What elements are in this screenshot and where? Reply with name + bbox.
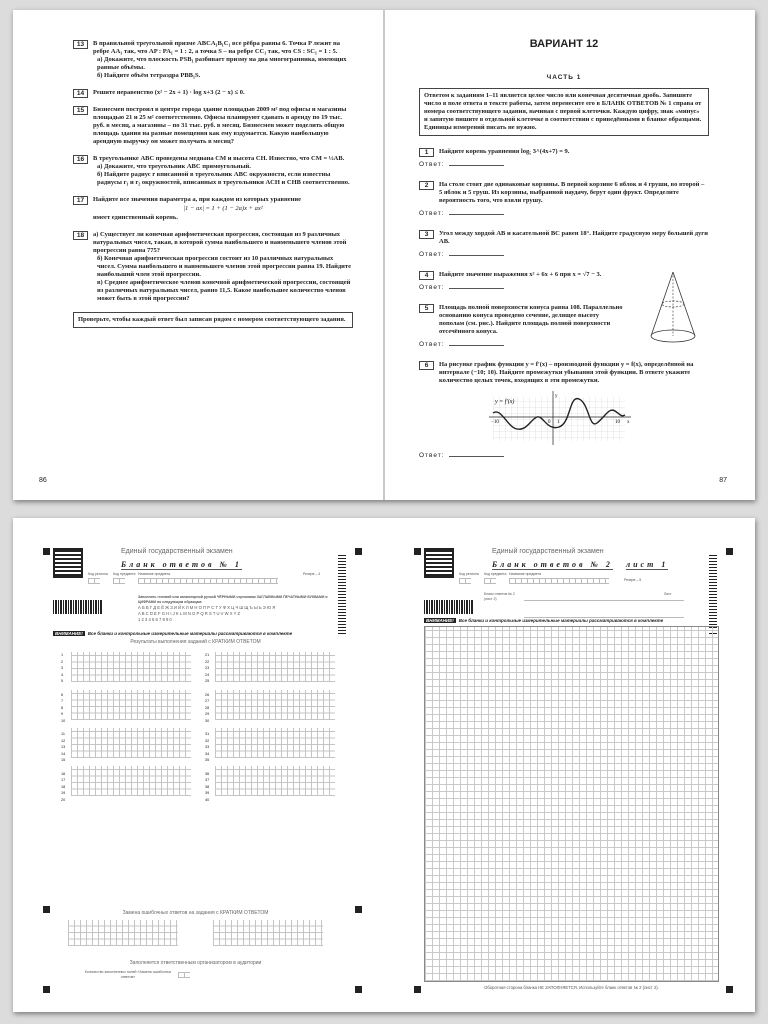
answer-label: Ответ: [419,210,445,217]
row-number: 20 [61,797,66,802]
row-number: 10 [61,718,66,723]
sheet-label: лист 1 [626,560,669,569]
answer-line [419,161,709,169]
task-text: На рисунке график функции y = f′(x) – производной функции y = f(x), определённой на интервале (−10; 10). Найдите промежутки убывания этой функции. В ответе укажите количество целых точек, входящих в эти промежутки. [439,361,694,384]
row-number: 18 [61,784,66,789]
answer-field[interactable] [449,456,504,457]
subject-code-cells[interactable] [484,578,496,584]
subject-label: Код предмета [113,572,136,576]
check-note-box: Проверьте, чтобы каждый ответ был записан рядом с номером соответствующего задания. [73,312,353,328]
task-subitem: б) Найдите объём тетраэдра PBB₁S. [97,72,201,79]
reserve-label: Резерв – 5 [624,578,642,582]
right-task-column [419,40,709,472]
row-number: 30 [205,718,210,723]
warning-banner [424,617,663,625]
corner-marker [355,548,362,555]
answer-cells-21-25[interactable] [215,652,335,682]
answer-label: Ответ: [419,284,445,291]
row-number: 5 [61,679,64,683]
replace-cells-right[interactable] [213,920,323,946]
warning-text: Все бланки и контрольные измерительные материалы рассматриваются в комплекте [458,618,664,623]
tick-origin: 0 [548,420,551,425]
vertical-barcode [338,554,346,634]
exam-title: Единый государственный экзамен [121,548,233,555]
row-number: 25 [205,679,210,683]
task-6 [419,361,709,385]
task-formula: |1 − ax| = 1 + (1 − 2a)x + ax² [183,205,263,212]
task-5-block [419,304,709,349]
answer-field[interactable] [449,288,504,289]
row-number: 22 [205,659,210,664]
row-number: 31 [205,732,210,736]
region-code-cells[interactable] [88,578,100,584]
task-13 [73,40,353,80]
task-subitem: а) Докажите, что треугольник ABC прямоугольный. [97,163,251,170]
answer-form-2 [384,518,755,1012]
answer-line [419,452,709,460]
corner-marker [726,986,733,993]
task-17 [73,196,353,222]
answer-label: Ответ: [419,161,445,168]
task-subitem: б) Найдите радиус r вписанной в треугольник ABC окружности, если известны радиусы r₁ и r₂ окружностей, вписанных в треугольники ACH и CHB соответственно. [97,171,350,186]
row-number: 27 [205,699,210,703]
task-3 [419,230,709,246]
task-text-after: имеет единственный корень. [93,214,178,221]
row-number: 6 [61,692,64,697]
row-number: 17 [61,778,66,782]
x-axis-label: x [627,420,630,425]
answer-cells-1-5[interactable] [71,652,191,682]
answer-cells-36-40[interactable] [215,766,335,796]
book-spread-top [13,10,755,500]
task-number: 16 [73,155,88,164]
task-2 [419,181,709,205]
row-number: 7 [61,699,64,703]
y-axis-label: y [555,394,558,399]
row-number: 34 [205,751,210,756]
row-number: 33 [205,745,210,749]
answer-field[interactable] [449,165,504,166]
answer-label: Ответ: [419,452,445,459]
row-number: 3 [61,666,64,670]
task-18 [73,231,353,303]
replace-cells-left[interactable] [68,920,178,946]
row-number: 13 [61,745,66,749]
corner-marker [355,906,362,913]
derivative-graph [487,389,637,447]
instructions-box: Ответом к заданиям 1–11 является целое число или конечная десятичная дробь. Запишите число в поле ответа в тексте работы, затем перенесите его в БЛАНК ОТВЕТОВ № 1 справа от номера соответствующего задания, начиная с первой клеточки. Каждую цифру, знак «минус» и запятую пишите в отдельной клеточке в соответствии с приведёнными в бланке образцами. Единицы измерений писать не нужно. [419,88,709,136]
region-label: Код региона [459,572,479,576]
variant-title: ВАРИАНТ 12 [529,38,599,50]
region-label: Код региона [88,572,108,576]
answer-writing-grid[interactable] [424,626,719,982]
warning-banner [53,630,292,638]
task-subitem: а) Докажите, что плоскость PSB₁ разбивает призму на два многогранника, имеющих равные объёмы. [97,56,347,71]
task-5 [419,304,624,336]
results-title: Результаты выполнения заданий с КРАТКИМ ОТВЕТОМ [130,639,261,645]
page-number: 87 [719,477,727,484]
tick-left: −10 [491,420,499,425]
footer-note: Оборотная сторона бланка НЕ ЗАПОЛНЯЕТСЯ. Используйте бланк ответов № 2 (лист 2). [484,985,659,990]
subject-label: Код предмета [484,572,507,576]
task-subitem: б) Конечная арифметическая прогрессия состоит из 10 различных натуральных чисел. Сумма наибольшего и наименьшего членов этой прогрессии равна 19. Найдите наибольший член этой прогрессии. [97,255,352,278]
task-text: а) Существует ли конечная арифметическая прогрессия, состоящая из 9 различных натуральных чисел, такая, в которой сумма наибольшего и наименьшего членов этой прогрессии равна 775? [93,231,347,254]
vertical-barcode [709,554,717,634]
part-title: ЧАСТЬ 1 [546,74,582,81]
answer-rows-right [205,652,209,803]
row-number: 19 [61,791,66,795]
warning-label: ВНИМАНИЕ! [426,618,454,623]
task-text: Найдите корень уравнения log₅ 3^(4x+7) = 9. [439,148,570,155]
row-number: 16 [61,771,66,776]
task-text: На столе стоят две одинаковые корзины. В первой корзине 6 яблок и 4 груши, во второй – 5 яблок и 5 груш. Из корзины, выбранной наудачу, берут один фрукт. Определите вероятность того, что взяли грушу. [439,181,705,204]
row-number: 26 [205,692,210,697]
task-number: 17 [73,196,88,205]
corner-marker [726,548,733,555]
task-number: 15 [73,106,88,115]
task-text: Найдите все значения параметра a, при каждом из которых уравнение [93,196,301,203]
task-number: 1 [419,148,434,157]
corner-marker [43,986,50,993]
task-text: Бизнесмен построил в центре города здание площадью 2009 м² под офисы и магазины площадью 21 и 25 м² соответственно. Офисы планируют сдавать в аренду по 19 тыс. руб. в месяц, а магазины – по 31 тыс. руб. в месяц. Бизнесмен может поделить общую площадь здания на разные помещения как ему вздумается. Какую наибольшую арендную выручку он может получать в месяц? [93,106,347,145]
page-number: 86 [39,477,47,484]
task-number: 6 [419,361,434,370]
answer-cells-11-15[interactable] [71,728,191,758]
organizer-title: Заполняется ответственным организатором в аудитории [129,960,262,966]
row-number: 37 [205,778,210,782]
answer-rows-left [61,652,65,803]
answer-label: Ответ: [419,341,445,348]
corner-marker [43,906,50,913]
sample-latin: A B C D E F G H I J K L M N O P Q R S T U V W X Y Z [138,611,241,616]
task-14 [73,89,353,97]
task-text: Решите неравенство (x² − 2x + 1) · log x+3 (2 − x) ≤ 0. [93,89,245,96]
reserve-label: Резерв – 4 [303,572,321,576]
row-number: 15 [61,758,66,762]
answer-line [419,251,709,259]
row-number: 1 [61,653,64,657]
row-number: 11 [61,732,65,736]
row-number: 32 [205,738,210,743]
replace-title: Замена ошибочных ответов на задания с КРАТКИМ ОТВЕТОМ [122,910,269,916]
blank-name: Бланк ответов № 2 [492,560,613,569]
row-number: 28 [205,705,210,710]
answer-cells-31-35[interactable] [215,728,335,758]
row-number: 23 [205,666,210,670]
task-number: 5 [419,304,434,313]
row-number: 9 [61,712,64,716]
barcode [53,600,103,614]
row-number: 2 [61,659,64,664]
answer-form-1 [13,518,384,1012]
cone-figure [647,270,699,348]
row-number: 39 [205,791,210,795]
row-number: 21 [205,653,210,657]
subject-name-cells[interactable] [509,578,609,584]
row-number: 14 [61,751,66,756]
answer-line [419,210,709,218]
answer-field[interactable] [449,214,504,215]
corner-marker [43,548,50,555]
qr-code-icon [53,548,83,578]
task-number: 14 [73,89,88,98]
subject-name-cells[interactable] [138,578,278,584]
subject-name-label: Название предмета [138,572,171,576]
qr-code-icon [424,548,454,578]
sample-cyrillic: А Б В Г Д Е Ё Ж З И Й К Л М Н О П Р С Т У Ф Х Ц Ч Ш Щ Ъ Ы Ь Э Ю Я [138,605,276,610]
answer-forms-spread [13,518,755,1012]
row-number: 35 [205,758,210,762]
tick-right: 10 [615,420,620,425]
warning-text: Все бланки и контрольные измерительные материалы рассматриваются в комплекте [87,631,293,636]
page-87 [385,10,755,500]
subject-code-cells[interactable] [113,578,125,584]
task-text: Площадь полной поверхности конуса равна 108. Параллельно основанию конуса проведено сечение, делящее высоту пополам (см. рис.). Найдите площадь полной поверхности отсечённого конуса. [439,304,623,335]
answer-cells-16-20[interactable] [71,766,191,796]
answer-field[interactable] [449,255,504,256]
row-number: 36 [205,771,210,776]
answer-cells-26-30[interactable] [215,690,335,720]
task-text: Найдите значение выражения x² + 6x + 6 при x = √7 − 3. [439,271,602,278]
blank-name: Бланк ответов № 1 [121,560,242,569]
task-1 [419,148,709,156]
corner-marker [414,548,421,555]
answer-field[interactable] [449,345,504,346]
row-number: 29 [205,712,210,716]
task-number: 13 [73,40,88,49]
task-number: 2 [419,181,434,190]
exam-title: Единый государственный экзамен [492,548,604,555]
list-label: Лист [664,592,672,596]
region-code-cells[interactable] [459,578,471,584]
subject-name-label: Название предмета [509,572,542,576]
task-number: 3 [419,230,434,239]
task-number: 18 [73,231,88,240]
row-number: 4 [61,672,64,677]
task-number: 4 [419,271,434,280]
task-text: В треугольнике ABC проведены медиана CM и высота CH. Известно, что CM = ½AB. [93,155,345,162]
barcode [424,600,474,614]
row-number: 38 [205,784,210,789]
tick-unit: 1 [557,420,560,425]
sheet2-label: Бланк ответов № 2 (лист 2) [484,592,515,601]
row-number: 12 [61,738,66,743]
function-label: y = f′(x) [495,399,515,405]
task-text: В правильной треугольной призме ABCA₁B₁C₁ все рёбра равны 6. Точка P лежит на ребре AA₁ так, что AP : PA₁ = 1 : 2, а точка S – на ребре CC₁ так, что CS : SC₁ = 1 : 5. [93,40,340,55]
sample-instructions: Заполнять гелевой или капиллярной ручкой ЧЁРНЫМИ чернилами ЗАГЛАВНЫМИ ПЕЧАТНЫМИ БУКВАМИ и ЦИФРАМИ по следующим образцам: [138,595,328,604]
task-text: Угол между хордой AB и касательной BC равен 18°. Найдите градусную меру большей дуги AB. [439,230,708,245]
count-cells[interactable] [178,972,190,978]
answer-label: Ответ: [419,251,445,258]
answer-cells-6-10[interactable] [71,690,191,720]
task-subitem: в) Среднее арифметическое членов конечной арифметической прогрессии, состоящей из различных натуральных чисел, равно 11,5. Какое наибольшее количество членов может быть в этой прогрессии? [97,279,351,302]
row-number: 8 [61,705,64,710]
count-label: Количество заполненных полей «Замена ошибочных ответов» [84,970,172,979]
warning-label: ВНИМАНИЕ! [55,631,83,636]
row-number: 24 [205,672,210,677]
corner-marker [355,986,362,993]
task-16 [73,155,353,187]
page-86 [13,10,383,500]
corner-marker [414,986,421,993]
row-number: 40 [205,797,210,802]
task-15 [73,106,353,146]
sample-digits: 1 2 3 4 5 6 7 8 9 0 [138,617,172,622]
instructions-block [524,600,684,618]
left-task-column [73,40,353,328]
